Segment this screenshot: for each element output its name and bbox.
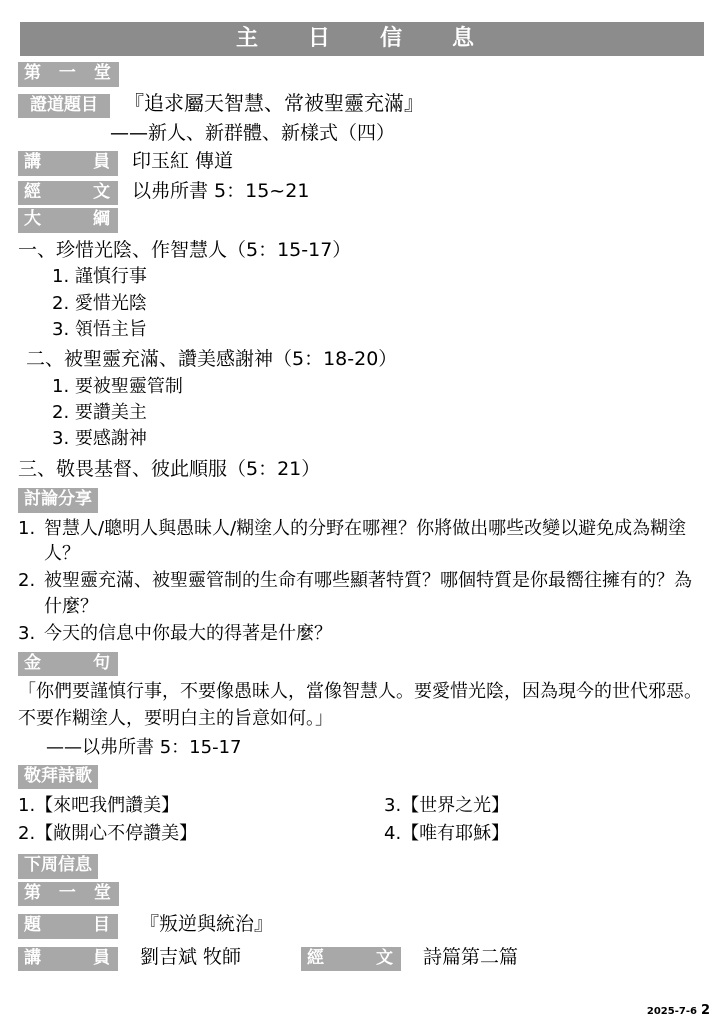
discussion-item-text: 今天的信息中你最大的得著是什麼？ [44, 622, 332, 644]
worship-song: 2.【敞開心不停讚美】 [18, 823, 198, 845]
next-week-topic-row [18, 909, 706, 939]
discussion-row [18, 488, 706, 513]
outline-point: 3. 領悟主旨 [52, 318, 147, 340]
sermon-title-row [18, 90, 706, 119]
next-week-row [18, 854, 706, 879]
golden-verse-text: 「你們要謹慎行事，不要像愚昧人，當像智慧人。要愛惜光陰，因為現今的世代邪惡。不要作糊塗人，要明白主的旨意如何。」 [18, 681, 702, 729]
worship-song-list [18, 792, 706, 848]
discussion-section [18, 516, 706, 646]
outline-point: 3. 要感謝神 [52, 428, 147, 450]
discussion-item-number: 2. [18, 570, 36, 592]
golden-verse-reference: ——以弗所書 5：15-17 [46, 736, 242, 758]
discussion-item-text: 被聖靈充滿、被聖靈管制的生命有哪些顯著特質？哪個特質是你最嚮往擁有的？為什麼？ [44, 570, 692, 617]
discussion-item [18, 621, 706, 646]
worship-row [18, 765, 706, 790]
session-chip: 第 一 堂 [18, 62, 119, 87]
outline-heading: 一、珍惜光陰、作智慧人（5：15-17） [18, 238, 352, 261]
scripture-row [18, 179, 706, 206]
discussion-item-number: 3. [18, 622, 36, 644]
discussion-item-text: 智慧人/聰明人與愚昧人/糊塗人的分野在哪裡？你將做出哪些改變以避免成為糊塗人？ [44, 517, 687, 565]
discussion-item [18, 568, 706, 618]
outline-point: 1. 要被聖靈管制 [52, 375, 183, 397]
next-week-chip: 下周信息 [18, 854, 98, 879]
worship-song: 4.【唯有耶穌】 [384, 823, 510, 845]
golden-verse-chip: 金 句 [18, 652, 118, 677]
outline-chip: 大 綱 [18, 208, 118, 233]
footer-date: 2025-7-6 [646, 1005, 697, 1017]
discussion-item-number: 1. [18, 517, 36, 539]
outline-point: 1. 謹慎行事 [52, 266, 147, 288]
next-week-speaker-chip: 講 員 [18, 947, 118, 972]
sermon-subtitle: ——新人、新群體、新樣式（四） [110, 122, 396, 145]
speaker-row [18, 149, 706, 176]
sermon-title-chip: 證道題目 [18, 94, 110, 119]
worship-chip: 敬拜詩歌 [18, 765, 98, 790]
worship-song: 3.【世界之光】 [384, 795, 510, 817]
scripture-chip: 經 文 [18, 181, 118, 206]
next-week-scripture-value: 詩篇第二篇 [423, 945, 519, 968]
outline-point: 2. 要讚美主 [52, 402, 147, 424]
worship-song: 1.【來吧我們讚美】 [18, 795, 180, 817]
next-week-speaker-row [18, 942, 706, 972]
outline-heading: 二、被聖靈充滿、讚美感謝神（5：18-20） [26, 348, 398, 371]
session-row [18, 62, 706, 87]
next-week-topic-value: 『叛逆與統治』 [140, 913, 274, 936]
discussion-chip: 討論分享 [18, 488, 98, 513]
golden-verse-row [18, 652, 706, 677]
page-footer [647, 1004, 710, 1018]
outline-section [18, 238, 706, 483]
next-week-topic-chip: 題 目 [18, 914, 118, 939]
page-number: 2 [700, 1002, 710, 1018]
outline-row [18, 208, 706, 233]
next-week-scripture-chip: 經 文 [301, 947, 401, 972]
page-title: 主 日 信 息 [20, 22, 704, 56]
next-week-session-chip: 第 一 堂 [18, 882, 119, 907]
speaker-value: 印玉紅 傳道 [132, 150, 234, 173]
speaker-chip: 講 員 [18, 151, 118, 176]
discussion-item [18, 516, 706, 566]
scripture-value: 以弗所書 5：15~21 [132, 179, 310, 202]
outline-point: 2. 愛惜光陰 [52, 292, 147, 314]
next-week-session-row [18, 882, 706, 907]
outline-heading: 三、敬畏基督、彼此順服（5：21） [18, 457, 321, 480]
next-week-speaker-value: 劉吉斌 牧師 [140, 945, 242, 968]
sermon-title-value: 『追求屬天智慧、常被聖靈充滿』 [124, 90, 424, 115]
